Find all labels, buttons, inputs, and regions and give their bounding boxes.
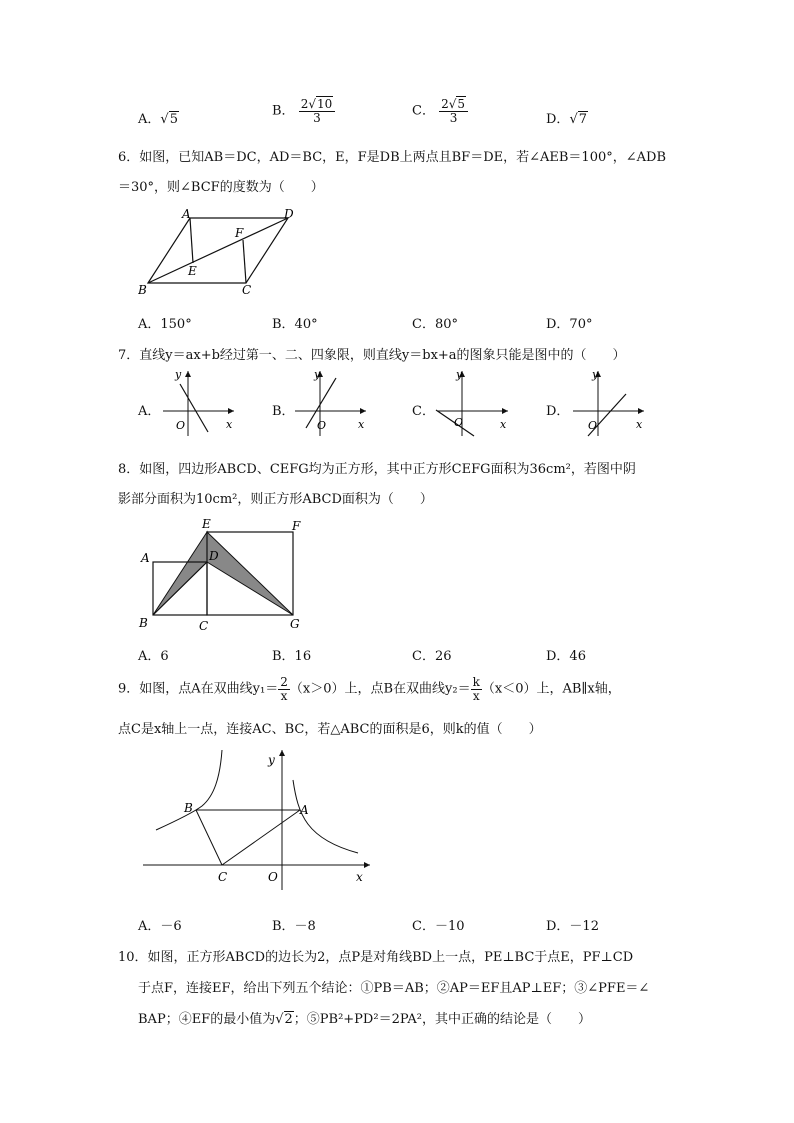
- q6-option-a[interactable]: A．150°: [138, 317, 192, 332]
- q8-option-c[interactable]: C．26: [412, 649, 452, 664]
- sqrt-expression: √7: [569, 112, 588, 127]
- q10-stem-line2: 于点F，连接EF，给出下列五个结论：①PB＝AB；②AP＝EF且AP⊥EF；③∠PFE＝∠: [138, 981, 650, 996]
- q6-stem-line1: 6．如图，已知AB＝DC，AD＝BC，E，F是DB上两点且BF＝DE，若∠AEB＝100°，∠ADB: [118, 150, 666, 165]
- svg-text:O: O: [317, 419, 327, 432]
- q8-option-a[interactable]: A．6: [138, 649, 169, 664]
- label-a: A: [182, 207, 191, 221]
- fraction: $\frac{2√10}{3}$: [299, 98, 336, 124]
- q10-stem-line3: BAP；④EF的最小值为√2；⑤PB²+PD²＝2PA²，其中正确的结论是（ ）: [138, 1012, 591, 1027]
- label-b: B: [138, 283, 147, 297]
- option-label: D．: [546, 112, 570, 127]
- q7-option-b-label[interactable]: B．: [272, 404, 295, 419]
- q6-option-d[interactable]: D．70°: [546, 317, 593, 332]
- q9-stem-line2: 点C是x轴上一点，连接AC、BC，若△ABC的面积是6，则k的值（ ）: [118, 722, 542, 737]
- label-c: C: [199, 619, 209, 633]
- q8-figure: [136, 514, 316, 636]
- q9-figure: [138, 744, 374, 894]
- label-e: E: [202, 517, 211, 531]
- label-a: A: [141, 551, 150, 565]
- label-c: C: [242, 283, 252, 297]
- label-b: B: [184, 801, 193, 815]
- q6-figure: [138, 206, 298, 298]
- label-c: C: [218, 870, 228, 884]
- q8-option-b[interactable]: B．16: [272, 649, 312, 664]
- q7-stem-line1: 7．直线y＝ax+b经过第一、二、四象限，则直线y＝bx+a的图象只能是图中的（ ）: [118, 348, 626, 363]
- fraction-2-over-x: $\frac{2}{x}$: [280, 675, 288, 703]
- label-g: G: [290, 617, 300, 631]
- fraction: $\frac{2√5}{3}$: [439, 98, 468, 124]
- label-f: F: [292, 519, 301, 533]
- label-f: F: [235, 226, 244, 240]
- label-o: O: [268, 870, 278, 884]
- sqrt-expression: √2: [275, 1012, 293, 1027]
- svg-text:x: x: [636, 418, 643, 431]
- svg-text:y: y: [456, 368, 463, 381]
- q6-option-b[interactable]: B．40°: [272, 317, 318, 332]
- q9-option-c[interactable]: C．－10: [412, 919, 465, 934]
- q5-option-b[interactable]: [272, 98, 335, 124]
- q9-option-a[interactable]: A．－6: [138, 919, 182, 934]
- svg-text:y: y: [314, 368, 321, 381]
- svg-text:O: O: [588, 419, 598, 432]
- q9-stem-line1: 9．如图，点A在双曲线y₁＝ $\frac{2}{x}$ （x＞0）上，点B在双曲线y₂＝ $\frac{k}{x}$ （x＜0）上，AB∥x轴，: [118, 675, 621, 703]
- svg-text:y: y: [592, 368, 599, 381]
- label-x: x: [356, 870, 363, 884]
- q8-stem-line2: 影部分面积为10cm²，则正方形ABCD面积为（ ）: [118, 492, 433, 507]
- q8-option-d[interactable]: D．46: [546, 649, 586, 664]
- label-d: D: [284, 207, 294, 221]
- svg-text:O: O: [454, 416, 464, 429]
- q7-graph-d: [568, 366, 648, 438]
- q7-option-c-label[interactable]: C．: [412, 404, 435, 419]
- fraction-k-over-x: $\frac{k}{x}$: [472, 675, 480, 703]
- q5-option-d[interactable]: [546, 108, 588, 127]
- q6-option-c[interactable]: C．80°: [412, 317, 458, 332]
- svg-text:O: O: [176, 419, 186, 432]
- label-e: E: [188, 264, 197, 278]
- q7-graph-c: [432, 366, 512, 438]
- q7-option-d-label[interactable]: D．: [546, 404, 570, 419]
- q10-stem-line1: 10．如图，正方形ABCD的边长为2，点P是对角线BD上一点，PE⊥BC于点E，PF⊥CD: [118, 950, 634, 965]
- option-label: C．: [412, 103, 435, 119]
- q9-option-d[interactable]: D．－12: [546, 919, 599, 934]
- q7-option-a-label[interactable]: A．: [138, 404, 161, 419]
- q7-graph-a: [158, 366, 238, 438]
- svg-text:x: x: [226, 418, 233, 431]
- q5-option-c[interactable]: [412, 98, 468, 124]
- q5-option-a[interactable]: [138, 108, 179, 127]
- q7-graph-b: [290, 366, 370, 438]
- option-label: B．: [272, 103, 295, 119]
- label-a: A: [300, 803, 309, 817]
- q8-stem-line1: 8．如图，四边形ABCD、CEFG均为正方形，其中正方形CEFG面积为36cm²，若图中阴: [118, 462, 636, 477]
- q6-stem-line2: ＝30°，则∠BCF的度数为（ ）: [118, 180, 324, 195]
- option-label: A．: [138, 112, 161, 127]
- q9-option-b[interactable]: B．－8: [272, 919, 316, 934]
- svg-text:x: x: [358, 418, 365, 431]
- sqrt-expression: √5: [160, 112, 178, 127]
- svg-text:x: x: [500, 418, 507, 431]
- label-d: D: [209, 549, 219, 563]
- svg-text:y: y: [175, 368, 182, 381]
- label-b: B: [139, 616, 148, 630]
- label-y: y: [268, 753, 275, 767]
